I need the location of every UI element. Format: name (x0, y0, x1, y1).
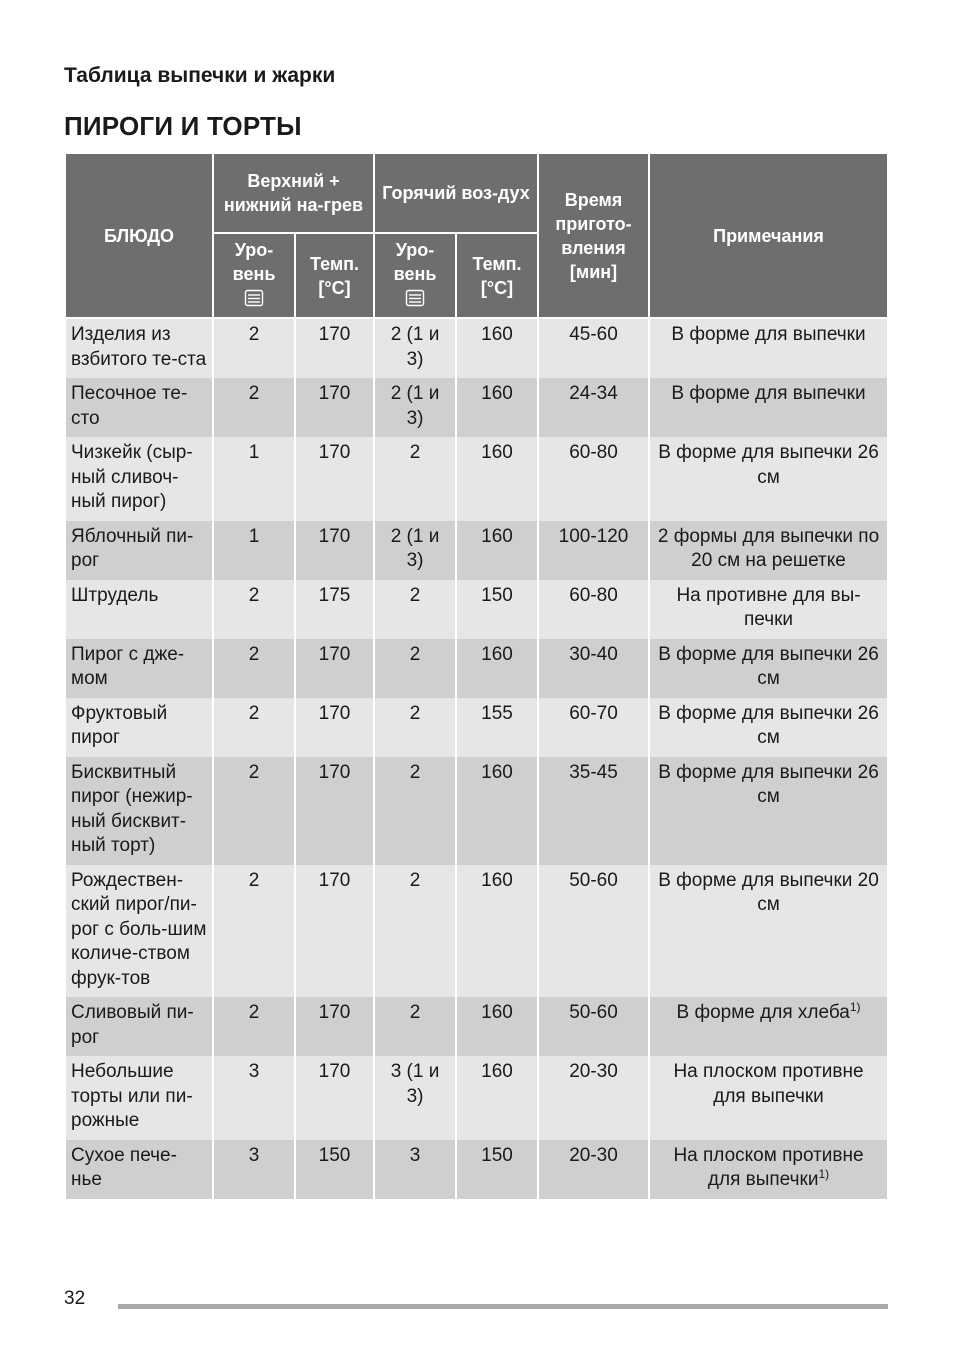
cell-time: 100-120 (538, 521, 649, 580)
table-row (65, 437, 888, 521)
cell-ha-temp: 160 (456, 1056, 538, 1140)
cell-dish: Бисквитный пирог (нежир-ный бисквит-ный торт) (65, 757, 213, 865)
note-text: 2 формы для выпечки по 20 см на решетке (657, 525, 880, 571)
table-row (65, 318, 888, 378)
footnote-marker: 1) (818, 1167, 830, 1181)
cell-dish: Изделия из взбитого те-ста (65, 318, 213, 378)
cell-note (649, 378, 888, 437)
oven-shelf-icon (405, 289, 425, 313)
cell-ha-temp: 160 (456, 378, 538, 437)
cell-tb-level: 2 (213, 580, 295, 639)
header-ha-level (374, 233, 456, 318)
cell-ha-temp: 160 (456, 437, 538, 521)
note-text: На плоском противне для выпечки (673, 1061, 864, 1107)
table-row (65, 378, 888, 437)
cell-time: 60-80 (538, 580, 649, 639)
note-text: В форме для выпечки (671, 324, 866, 345)
cell-dish: Чизкейк (сыр-ный сливоч-ный пирог) (65, 437, 213, 521)
cell-ha-level: 2 (374, 997, 456, 1056)
cell-time: 20-30 (538, 1140, 649, 1199)
note-text: На плоском противне для выпечки (673, 1144, 864, 1190)
section-title: ПИРОГИ И ТОРТЫ (64, 111, 302, 141)
table-row (65, 639, 888, 698)
cell-time: 60-70 (538, 698, 649, 757)
cell-tb-temp: 170 (295, 437, 374, 521)
cell-time: 20-30 (538, 1056, 649, 1140)
cell-ha-level: 3 (1 и 3) (374, 1056, 456, 1140)
cell-time: 50-60 (538, 997, 649, 1056)
cell-time: 35-45 (538, 757, 649, 865)
cell-dish: Небольшие торты или пи-рожные (65, 1056, 213, 1140)
cell-ha-temp: 160 (456, 639, 538, 698)
header-time: Время пригото-вления [мин] (538, 153, 649, 318)
header-ha-temp: Темп. [°C] (456, 233, 538, 318)
header-tb-temp: Темп. [°C] (295, 233, 374, 318)
table-row (65, 521, 888, 580)
cell-tb-temp: 170 (295, 997, 374, 1056)
cell-ha-temp: 155 (456, 698, 538, 757)
header-row-top (65, 153, 888, 233)
cell-tb-temp: 170 (295, 378, 374, 437)
table-row (65, 997, 888, 1056)
header-top-bottom-heat: Верхний + нижний на-грев (213, 153, 374, 233)
cell-ha-level: 2 (374, 639, 456, 698)
cell-dish: Фруктовый пирог (65, 698, 213, 757)
cell-ha-temp: 160 (456, 865, 538, 998)
cell-tb-level: 2 (213, 865, 295, 998)
cell-ha-level: 2 (1 и 3) (374, 378, 456, 437)
page-subtitle: Таблица выпечки и жарки (64, 64, 336, 87)
cell-tb-level: 3 (213, 1140, 295, 1199)
cell-ha-temp: 160 (456, 997, 538, 1056)
cell-ha-level: 2 (374, 698, 456, 757)
cell-dish: Пирог с дже-мом (65, 639, 213, 698)
cell-tb-level: 2 (213, 997, 295, 1056)
cell-note (649, 639, 888, 698)
cell-tb-level: 2 (213, 639, 295, 698)
cell-tb-temp: 170 (295, 1056, 374, 1140)
cell-note (649, 318, 888, 378)
header-notes: Примечания (649, 153, 888, 318)
note-text: На противне для вы-печки (676, 584, 861, 630)
note-text: В форме для выпечки 26 см (658, 442, 879, 488)
cell-tb-level: 2 (213, 318, 295, 378)
cell-tb-temp: 170 (295, 757, 374, 865)
cell-tb-temp: 150 (295, 1140, 374, 1199)
table-row (65, 1056, 888, 1140)
cell-dish: Песочное те-сто (65, 378, 213, 437)
cell-tb-temp: 175 (295, 580, 374, 639)
cell-ha-level: 2 (374, 757, 456, 865)
cell-note (649, 1056, 888, 1140)
note-text: В форме для выпечки 20 см (658, 869, 879, 915)
cell-tb-level: 1 (213, 437, 295, 521)
cell-ha-level: 3 (374, 1140, 456, 1199)
table-row (65, 1140, 888, 1199)
note-text: В форме для хлеба (676, 1002, 850, 1023)
header-level-label: Уро-вень (393, 240, 437, 284)
baking-table (64, 152, 889, 1199)
header-tb-level (213, 233, 295, 318)
cell-time: 30-40 (538, 639, 649, 698)
cell-ha-temp: 160 (456, 318, 538, 378)
cell-tb-level: 2 (213, 698, 295, 757)
cell-dish: Штрудель (65, 580, 213, 639)
note-text: В форме для выпечки 26 см (658, 761, 879, 807)
cell-ha-level: 2 (1 и 3) (374, 521, 456, 580)
cell-tb-temp: 170 (295, 698, 374, 757)
table-row (65, 757, 888, 865)
table-row (65, 865, 888, 998)
table-row (65, 580, 888, 639)
cell-tb-level: 2 (213, 378, 295, 437)
cell-dish: Сливовый пи-рог (65, 997, 213, 1056)
note-text: В форме для выпечки 26 см (658, 643, 879, 689)
cell-note (649, 521, 888, 580)
cell-tb-level: 2 (213, 757, 295, 865)
cell-dish: Сухое печe-нье (65, 1140, 213, 1199)
cell-ha-level: 2 (374, 580, 456, 639)
oven-shelf-icon (244, 289, 264, 313)
cell-note (649, 437, 888, 521)
footnote-marker: 1) (849, 1000, 861, 1014)
cell-time: 45-60 (538, 318, 649, 378)
header-level-label: Уро-вень (232, 240, 276, 284)
cell-ha-temp: 160 (456, 521, 538, 580)
cell-ha-level: 2 (374, 865, 456, 998)
cell-tb-level: 1 (213, 521, 295, 580)
cell-tb-level: 3 (213, 1056, 295, 1140)
cell-note (649, 997, 888, 1056)
cell-ha-temp: 150 (456, 580, 538, 639)
cell-note (649, 698, 888, 757)
cell-dish: Яблочный пи-рог (65, 521, 213, 580)
cell-time: 60-80 (538, 437, 649, 521)
cell-time: 50-60 (538, 865, 649, 998)
cell-tb-temp: 170 (295, 865, 374, 998)
cell-tb-temp: 170 (295, 318, 374, 378)
cell-ha-level: 2 (1 и 3) (374, 318, 456, 378)
cell-time: 24-34 (538, 378, 649, 437)
cell-note (649, 1140, 888, 1199)
cell-ha-level: 2 (374, 437, 456, 521)
table-row (65, 698, 888, 757)
header-hot-air: Горячий воз-дух (374, 153, 538, 233)
cell-note (649, 865, 888, 998)
cell-ha-temp: 160 (456, 757, 538, 865)
footer-rule (118, 1304, 888, 1309)
cell-tb-temp: 170 (295, 521, 374, 580)
cell-dish: Рождествен-ский пирог/пи-рог с боль-шим количе-ством фрук-тов (65, 865, 213, 998)
table-body (65, 318, 888, 1199)
note-text: В форме для выпечки (671, 383, 866, 404)
cell-ha-temp: 150 (456, 1140, 538, 1199)
note-text: В форме для выпечки 26 см (658, 702, 879, 748)
header-dish: БЛЮДО (65, 153, 213, 318)
cell-note (649, 757, 888, 865)
page-number: 32 (64, 1288, 86, 1309)
cell-tb-temp: 170 (295, 639, 374, 698)
cell-note (649, 580, 888, 639)
